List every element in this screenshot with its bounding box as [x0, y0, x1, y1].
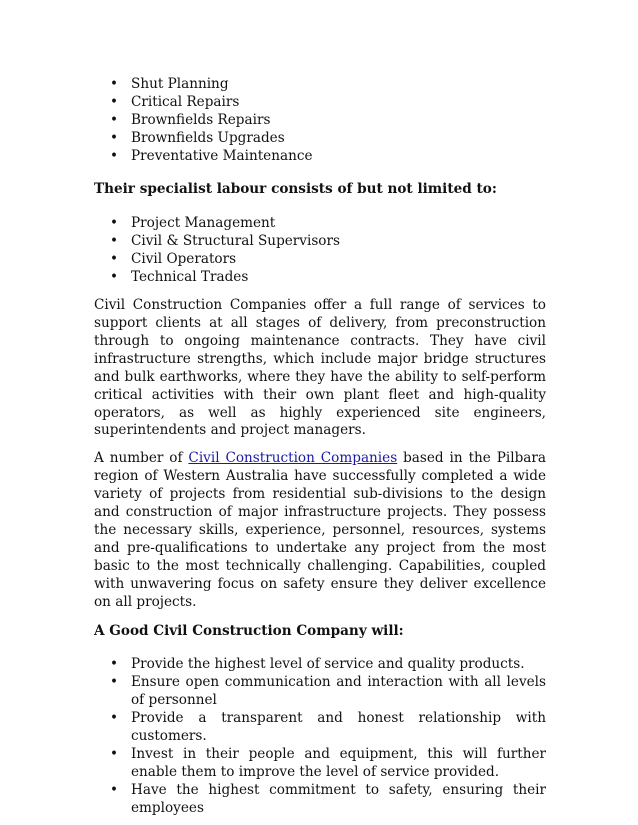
list-item: • Civil & Structural Supervisors — [94, 233, 546, 251]
list-item: • Provide a transparent and honest relationship with customers. — [94, 710, 546, 746]
list-item: • Shut Planning — [94, 76, 546, 94]
list-item: • Ensure open communication and interaction with all levels of personnel — [94, 674, 546, 710]
list-item: • Civil Operators — [94, 251, 546, 269]
list-item: • Brownfields Upgrades — [94, 130, 546, 148]
list-item: • Preventative Maintenance — [94, 148, 546, 166]
document-page — [94, 76, 546, 818]
services-list — [94, 76, 546, 166]
services-paragraph: Civil Construction Companies offer a full range of services to support clients at all stages of delivery, from preconstruction through to ongoing maintenance contracts. They have civil infrastructure strengths, which include major bridge structures and bulk earthworks, where they have the ability to self-perform critical activities with their own plant fleet and high-quality operators, as well as highly experienced site engineers, superintendents and project managers. — [94, 297, 546, 439]
list-item: • Provide the highest level of service and quality products. — [94, 656, 546, 674]
good-company-heading: A Good Civil Construction Company will: — [94, 623, 404, 640]
pilbara-paragraph — [94, 450, 546, 611]
labour-heading: Their specialist labour consists of but not limited to: — [94, 180, 497, 197]
pilbara-intro: A number of — [94, 450, 189, 467]
list-item: • Brownfields Repairs — [94, 112, 546, 130]
list-item: • Project Management — [94, 215, 546, 233]
labour-list — [94, 215, 546, 287]
list-item: • Have the highest commitment to safety, ensuring their employees — [94, 782, 546, 818]
good-company-list — [94, 656, 546, 817]
civil-construction-link[interactable]: Civil Construction Companies — [188, 450, 398, 467]
pilbara-body: based in the Pilbara region of Western Australia have successfully completed a wide variety of projects from residential sub-divisions to the design and construction of major infrastructure projects. They possess the necessary skills, experience, personnel, resources, systems and pre-qualifications to undertake any project from the most basic to the most technically challenging. Capabilities, coupled with unwavering focus on safety ensure they deliver excellence on all projects. — [94, 450, 546, 610]
list-item: • Invest in their people and equipment, this will further enable them to improve the level of service provided. — [94, 746, 546, 782]
list-item: • Critical Repairs — [94, 94, 546, 112]
list-item: • Technical Trades — [94, 269, 546, 287]
